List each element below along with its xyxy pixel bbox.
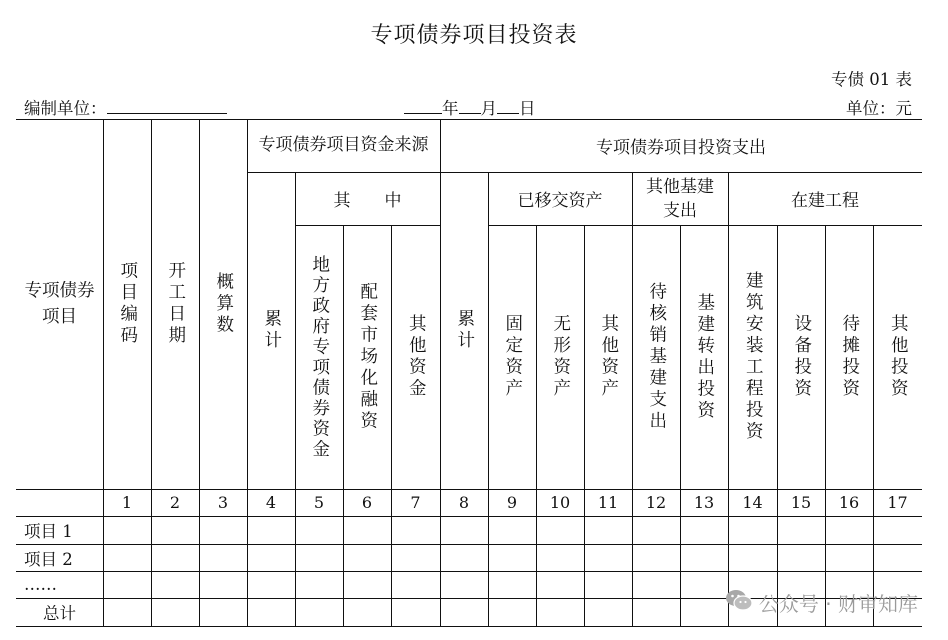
header-other-assets: 其他资产 [598, 314, 619, 400]
wechat-icon [725, 588, 753, 617]
col-number: 6 [361, 493, 373, 512]
header-capex-transfer: 基建转出投资 [694, 292, 715, 422]
header-transferred-assets: 已移交资产 [517, 191, 603, 211]
col-number: 9 [506, 493, 518, 512]
col-number: 1 [121, 493, 133, 512]
table-row-label: 项目 2 [24, 549, 73, 569]
table-row-label: …… [24, 575, 57, 594]
header-intangible-assets: 无形资产 [550, 314, 571, 400]
header-invest-total: 累计 [454, 309, 475, 352]
table-row-label-total: 总计 [43, 604, 76, 623]
header-fund-source: 专项债券项目资金来源 [258, 135, 429, 155]
header-budget: 概算数 [213, 271, 234, 337]
watermark-text: 公众号 · 财审知库 [758, 592, 918, 616]
day-blank [497, 97, 519, 114]
page-title: 专项债券项目投资表 [370, 23, 578, 48]
header-local-gov-bond: 地方政府专项债券资金 [309, 254, 330, 460]
header-other-invest: 其他投资 [888, 314, 909, 400]
header-equipment: 设备投资 [791, 314, 812, 400]
header-other-funds: 其他资金 [406, 314, 427, 400]
header-construction-install: 建筑安装工程投资 [743, 271, 764, 443]
year-blank [404, 97, 442, 114]
col-number: 15 [790, 493, 812, 512]
col-number: 11 [597, 493, 619, 512]
col-number: 12 [645, 493, 667, 512]
org-label: 编制单位： [24, 99, 107, 118]
col-number: 17 [887, 493, 908, 512]
header-amortize: 待摊投资 [839, 314, 860, 400]
col-number: 7 [410, 493, 421, 512]
form-code: 专债 01 表 [831, 70, 912, 89]
month-label: 月 [480, 99, 497, 118]
unit-label: 单位：元 [846, 99, 912, 118]
col-number: 3 [217, 493, 229, 512]
header-fund-total: 累计 [261, 309, 282, 352]
col-number: 8 [458, 493, 470, 512]
header-other-capex: 其他基建支出 [646, 176, 714, 221]
watermark [725, 588, 918, 617]
col-number: 14 [742, 493, 763, 512]
year-label: 年 [442, 99, 459, 118]
month-blank [459, 97, 481, 114]
header-matching-finance: 配套市场化融资 [357, 281, 378, 433]
header-invest-expense: 专项债券项目投资支出 [596, 138, 766, 158]
col-number: 13 [693, 493, 715, 512]
col-number: 16 [838, 493, 860, 512]
header-fixed-assets: 固定资产 [502, 314, 523, 400]
col-number: 5 [313, 493, 325, 512]
day-label: 日 [519, 99, 536, 118]
date-line [404, 95, 536, 119]
table-row-label: 项目 1 [24, 522, 73, 541]
col-number: 4 [265, 493, 277, 512]
col-number: 10 [549, 493, 571, 512]
header-code: 项目编码 [117, 261, 138, 347]
header-in-progress: 在建工程 [791, 191, 859, 211]
col-number: 2 [169, 493, 181, 512]
org-blank [107, 97, 227, 114]
header-pending-writeoff: 待核销基建支出 [646, 281, 667, 433]
org-line [24, 95, 227, 119]
header-among: 其 中 [333, 191, 402, 211]
header-project: 专项债券项目 [24, 281, 95, 327]
header-start-date: 开工日期 [165, 261, 186, 347]
